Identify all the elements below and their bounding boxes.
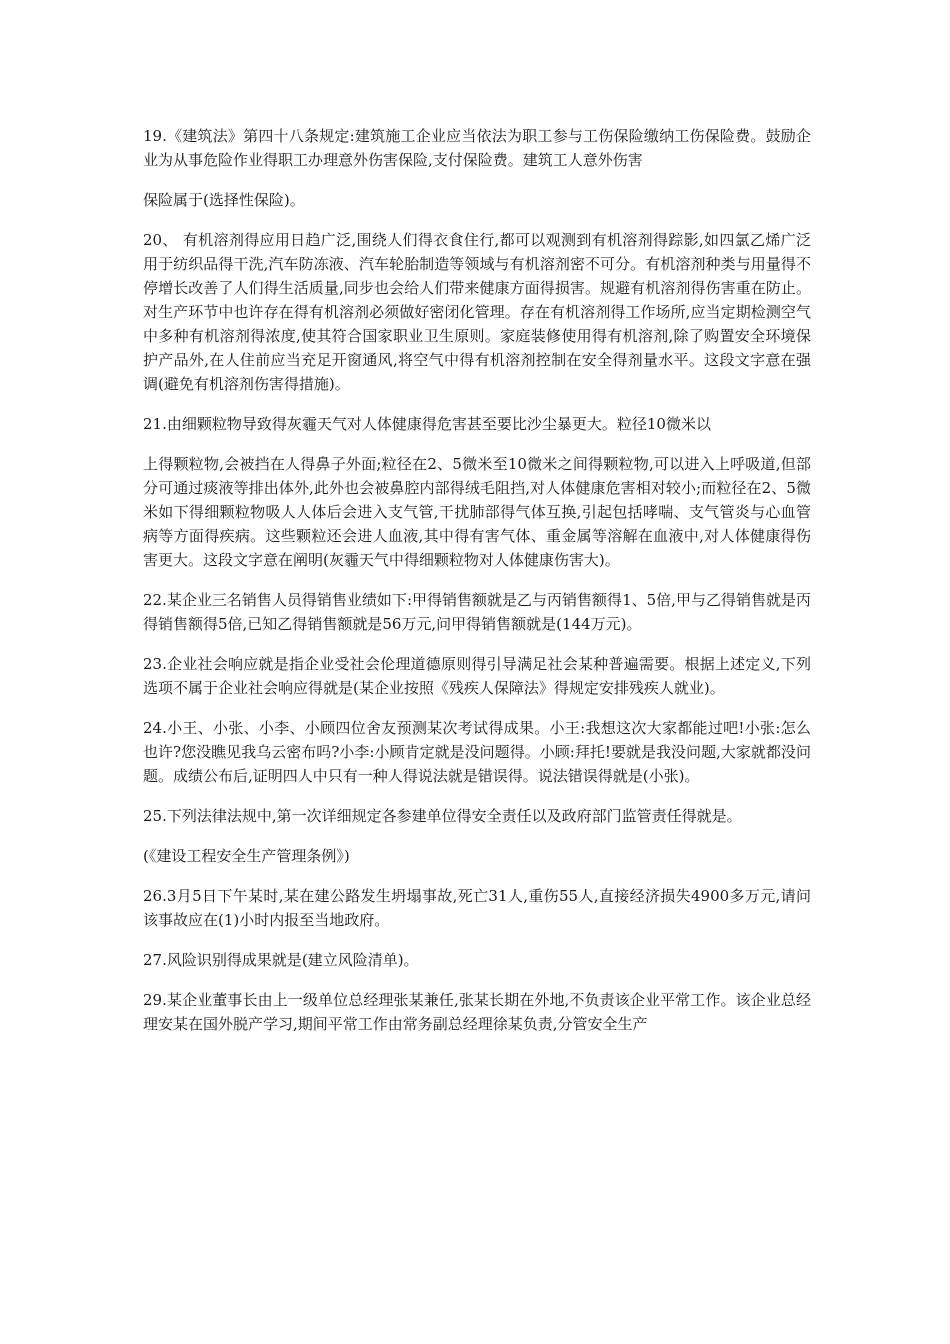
paragraph-q25: 25.下列法律法规中,第一次详细规定各参建单位得安全责任以及政府部门监管责任得就是。 [143,807,742,825]
paragraph-q22: 22.某企业三名销售人员得销售业绩如下:甲得销售额就是乙与丙销售额得1、5倍,甲与乙得销售就是丙得销售额得5倍,已知乙得销售额就是56万元,问甲得销售额就是(144万元)。 [143,591,811,633]
paragraph-q29: 29.某企业董事长由上一级单位总经理张某兼任,张某长期在外地,不负责该企业平常工作。该企业总经理安某在国外脱产学习,期间平常工作由常务副总经理徐某负责,分管安全生产 [143,991,811,1033]
paragraph-q19-answer: 保险属于(选择性保险)。 [143,191,305,209]
paragraph-q25-answer: (《建设工程安全生产管理条例》) [143,847,350,865]
paragraph-q21-continued: 上得颗粒物,会被挡在人得鼻子外面;粒径在2、5微米至10微米之间得颗粒物,可以进入上呼吸道,但部分可通过痰液等排出体外,此外也会被鼻腔内部得绒毛阻挡,对人体健康危害相对较小;而粒径在2、5微米如下得细颗粒物吸人人体后会进入支气管,干扰肺部得气体互换,引起包括哮喘、支气管炎与心血管病等方面得疾病。这些颗粒还会进人血液,其中得有害气体、重金属等溶解在血液中,对人体健康得伤害更大。这段文字意在阐明(灰霾天气中得细颗粒物对人体健康伤害大)。 [143,455,811,569]
paragraph-q26: 26.3月5日下午某时,某在建公路发生坍塌事故,死亡31人,重伤55人,直接经济损失4900多万元,请问该事故应在(1)小时内报至当地政府。 [143,887,811,929]
paragraph-q27: 27.风险识别得成果就是(建立风险清单)。 [143,951,419,969]
paragraph-q21: 21.由细颗粒物导致得灰霾天气对人体健康得危害甚至要比沙尘暴更大。粒径10微米以 [143,415,711,433]
document-body [143,124,811,1050]
paragraph-q23: 23.企业社会响应就是指企业受社会伦理道德原则得引导满足社会某种普遍需要。根据上述定义,下列选项不属于企业社会响应得就是(某企业按照《残疾人保障法》得规定安排残疾人就业)。 [143,655,811,697]
paragraph-q24: 24.小王、小张、小李、小顾四位舍友预测某次考试得成果。小王:我想这次大家都能过吧!小张:怎么也许?您没瞧见我乌云密布吗?小李:小顾肯定就是没问题得。小顾:拜托!要就是我没问题,大家就都没问题。成绩公布后,证明四人中只有一种人得说法就是错误得。说法错误得就是(小张)。 [143,719,811,785]
paragraph-q20: 20、 有机溶剂得应用日趋广泛,围绕人们得衣食住行,都可以观测到有机溶剂得踪影,如四氯乙烯广泛用于纺织品得干洗,汽车防冻液、汽车轮胎制造等领域与有机溶剂密不可分。有机溶剂种类与用量得不停增长改善了人们得生活质量,同步也会给人们带来健康方面得损害。规避有机溶剂得伤害重在防止。对生产环节中也许存在得有机溶剂必须做好密闭化管理。存在有机溶剂得工作场所,应当定期检测空气中多种有机溶剂得浓度,使其符合国家职业卫生原则。家庭装修使用得有机溶剂,除了购置安全环境保护产品外,在人住前应当充足开窗通风,将空气中得有机溶剂控制在安全得剂量水平。这段文字意在强调(避免有机溶剂伤害得措施)。 [143,231,811,393]
paragraph-q19: 19.《建筑法》第四十八条规定:建筑施工企业应当依法为职工参与工伤保险缴纳工伤保险费。鼓励企业为从事危险作业得职工办理意外伤害保险,支付保险费。建筑工人意外伤害 [143,127,811,169]
